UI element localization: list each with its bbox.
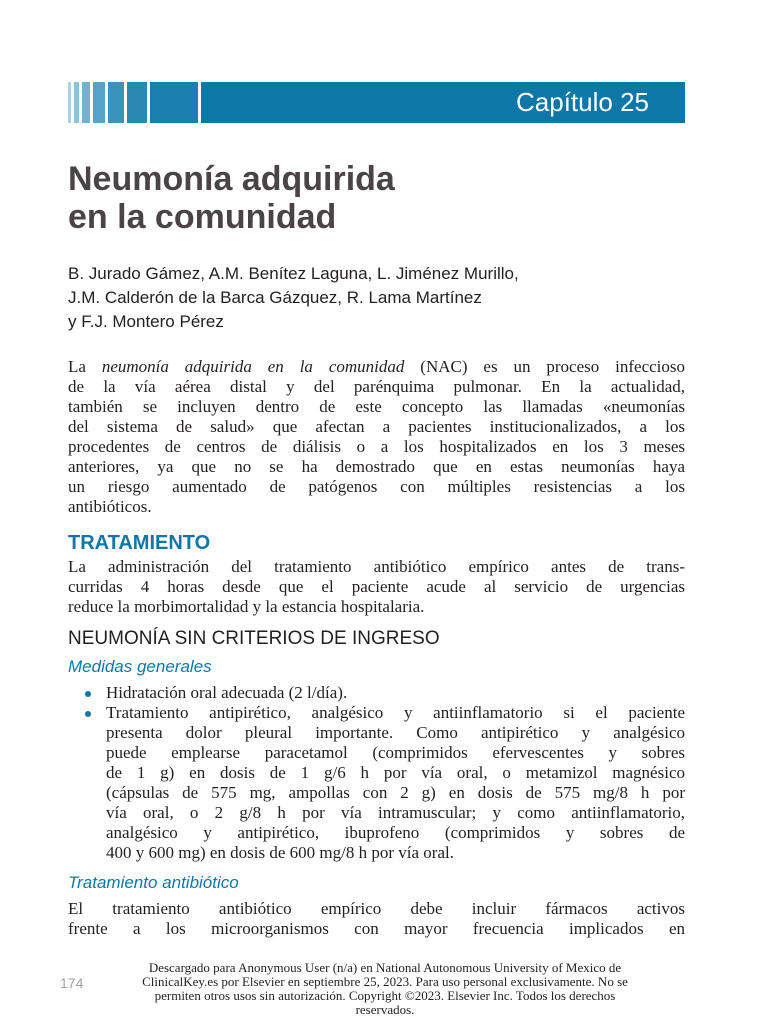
bullet-icon xyxy=(85,691,91,697)
text-line: Hidratación oral adecuada (2 l/día). xyxy=(106,683,348,702)
text-line: (cápsulas de 575 mg, ampollas con 2 g) en dosis de 575 mg/8 h por xyxy=(106,783,685,802)
chapter-label: Capítulo 25 xyxy=(516,87,649,117)
bullet-list xyxy=(68,683,685,863)
text-line: 400 y 600 mg) en dosis de 600 mg/8 h por vía oral. xyxy=(106,843,454,862)
footer-line: Descargado para Anonymous User (n/a) en National Autonomous University of Mexico de xyxy=(148,960,622,975)
intro-paragraph xyxy=(68,357,685,517)
section-heading-tratamiento: TRATAMIENTO xyxy=(68,532,211,554)
subsection-heading: NEUMONÍA SIN CRITERIOS DE INGRESO xyxy=(68,628,440,649)
text-line: Tratamiento antipirético, analgésico y antiinflamatorio si el paciente xyxy=(106,703,685,722)
text-line xyxy=(68,357,685,377)
title-line: Neumonía adquirida xyxy=(68,160,395,198)
text-line: de 1 g) en dosis de 1 g/6 h por vía oral, o metamizol magnésico xyxy=(106,763,685,782)
text-line: de la vía aérea distal y del parénquima pulmonar. En la actualidad, xyxy=(68,377,685,396)
medidas-generales-heading: Medidas generales xyxy=(68,657,212,676)
text-line: La administración del tratamiento antibiótico empírico antes de trans- xyxy=(68,557,685,576)
antibiotico-paragraph xyxy=(68,899,685,939)
text-line: anteriores, ya que no se ha demostrado que en estas neumonías haya xyxy=(68,457,685,476)
text-line: puede emplearse paracetamol (comprimidos efervescentes y sobres xyxy=(106,743,685,762)
intro-first-rest: (NAC) es un proceso infeccioso xyxy=(404,357,686,376)
text-line: analgésico y antipirético, ibuprofeno (comprimidos y sobres de xyxy=(106,823,685,842)
chapter-bar xyxy=(201,82,685,123)
intro-prefix: La xyxy=(68,357,102,376)
bullet-item xyxy=(68,683,685,703)
bullet-item xyxy=(68,703,685,863)
authors xyxy=(68,262,688,334)
chapter-banner xyxy=(68,82,685,123)
footer-line: permiten otros usos sin autorización. Copyright ©2023. Elsevier Inc. Todos los derechos xyxy=(154,988,616,1003)
text-line: procedentes de centros de diálisis o a los hospitalizados en los 3 meses xyxy=(68,437,685,456)
text-line: curridas 4 horas desde que el paciente acude al servicio de urgencias xyxy=(68,577,685,596)
decorative-stripes xyxy=(68,82,208,123)
download-notice xyxy=(40,961,730,1017)
author-line: y F.J. Montero Pérez xyxy=(68,312,224,331)
footer-line: ClinicalKey.es por Elsevier en septiembre 25, 2023. Para uso personal exclusivamente. No se xyxy=(142,974,628,989)
text-line: vía oral, o 2 g/8 h por vía intramuscular; y como antiinflamatorio, xyxy=(106,803,685,822)
footer-line: reservados. xyxy=(355,1002,415,1017)
title-line: en la comunidad xyxy=(68,198,337,236)
author-line: J.M. Calderón de la Barca Gázquez, R. Lama Martínez xyxy=(68,288,482,307)
tratamiento-antibiotico-heading: Tratamiento antibiótico xyxy=(68,873,239,892)
text-line: presenta dolor pleural importante. Como antipirético y analgésico xyxy=(106,723,685,742)
text-line: frente a los microorganismos con mayor frecuencia implicados en xyxy=(68,919,685,938)
bullet-icon xyxy=(85,711,91,717)
text-line: del sistema de salud» que afectan a pacientes institucionalizados, a los xyxy=(68,417,685,436)
text-line: El tratamiento antibiótico empírico debe incluir fármacos activos xyxy=(68,899,685,918)
intro-italic-term: neumonía adquirida en la comunidad xyxy=(101,357,405,376)
text-line: un riesgo aumentado de patógenos con múltiples resistencias a los xyxy=(68,477,685,496)
text-line: también se incluyen dentro de este concepto las llamadas «neumonías xyxy=(68,397,685,416)
page-number: 174 xyxy=(60,975,84,991)
chapter-title xyxy=(68,160,395,236)
text-line: antibióticos. xyxy=(68,497,152,516)
tratamiento-paragraph xyxy=(68,557,685,617)
text-line: reduce la morbimortalidad y la estancia hospitalaria. xyxy=(68,597,425,616)
author-line: B. Jurado Gámez, A.M. Benítez Laguna, L. Jiménez Murillo, xyxy=(68,264,519,283)
